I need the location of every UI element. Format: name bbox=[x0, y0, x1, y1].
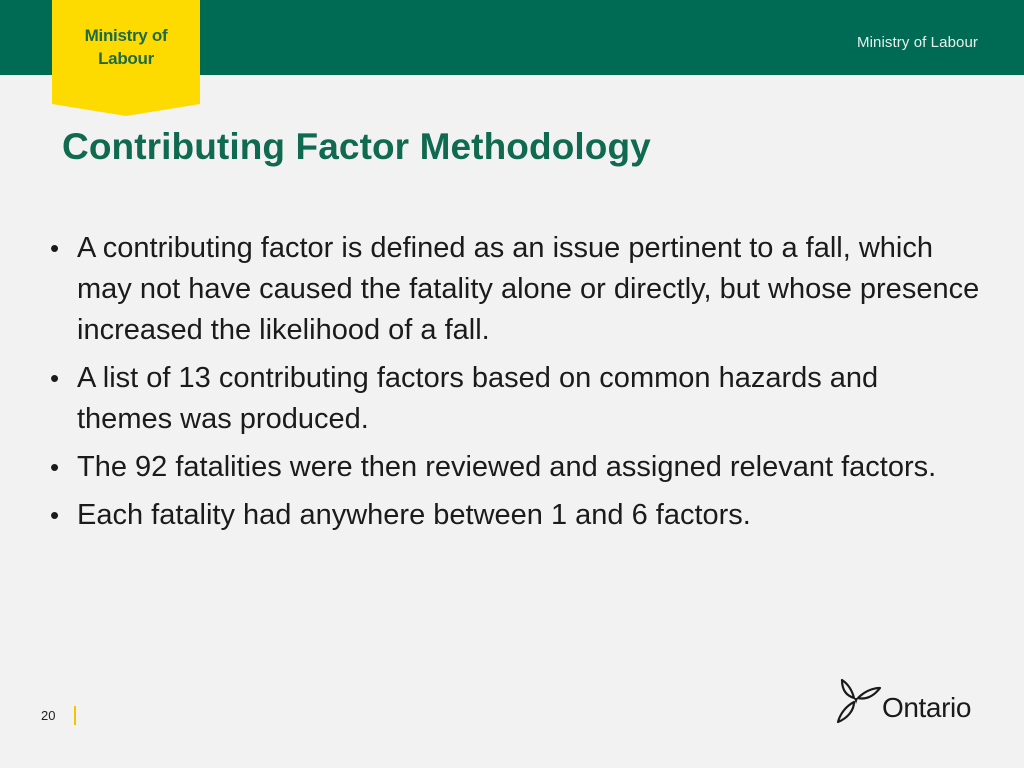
bullet-item bbox=[50, 228, 980, 351]
bullet-list bbox=[50, 228, 980, 543]
page-number-divider bbox=[74, 706, 76, 725]
ministry-tab bbox=[52, 0, 200, 116]
ministry-tab-label-line1: Ministry of bbox=[84, 26, 168, 45]
bullet-text: The 92 fatalities were then reviewed and assigned relevant factors. bbox=[77, 451, 937, 483]
bullet-item bbox=[50, 358, 980, 440]
bullet-dot: • bbox=[50, 363, 60, 393]
ontario-wordmark: Ontario bbox=[882, 692, 972, 723]
bullet-dot: • bbox=[50, 233, 60, 263]
bullet-text: A contributing factor is defined as an issue pertinent to a fall, which may not have caused the fatality alone or directly, but whose presence increased the likelihood of a fall. bbox=[77, 232, 980, 346]
slide-title: Contributing Factor Methodology bbox=[62, 126, 651, 167]
ontario-logo bbox=[832, 676, 982, 732]
trillium-icon bbox=[832, 676, 882, 728]
header-ministry-label: Ministry of Labour bbox=[856, 34, 978, 51]
bullet-dot: • bbox=[50, 452, 60, 482]
bullet-text: A list of 13 contributing factors based on common hazards and themes was produced. bbox=[77, 362, 879, 435]
bullet-text: Each fatality had anywhere between 1 and 6 factors. bbox=[77, 499, 751, 531]
bullet-dot: • bbox=[50, 500, 60, 530]
ministry-tab-label-line2: Labour bbox=[98, 49, 154, 68]
bullet-item bbox=[50, 447, 980, 488]
bullet-item bbox=[50, 495, 980, 536]
ministry-tab-label bbox=[52, 24, 200, 70]
page-number: 20 bbox=[41, 708, 56, 723]
